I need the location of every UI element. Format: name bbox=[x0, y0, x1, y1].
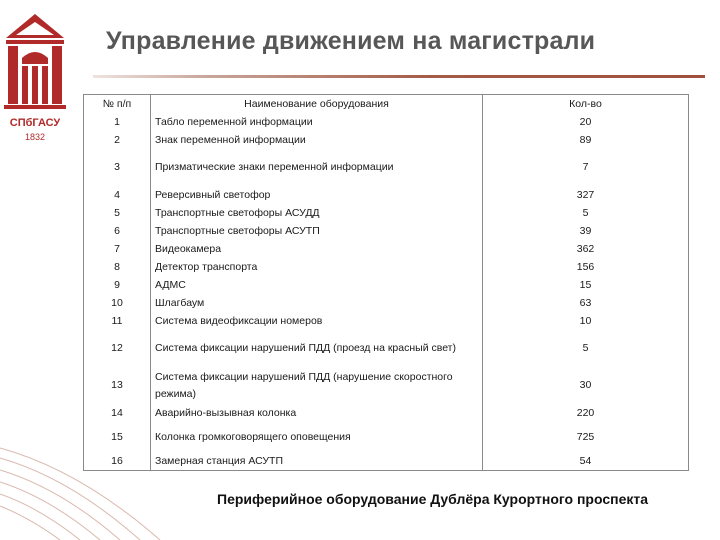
row-num: 14 bbox=[84, 404, 151, 422]
row-qty: 30 bbox=[483, 367, 689, 404]
row-num: 3 bbox=[84, 149, 151, 186]
row-name: Реверсивный светофор bbox=[151, 186, 483, 204]
row-num: 15 bbox=[84, 422, 151, 452]
header-name: Наименование оборудования bbox=[151, 95, 483, 114]
row-name: Шлагбаум bbox=[151, 294, 483, 312]
table-row bbox=[84, 131, 689, 149]
row-name: Замерная станция АСУТП bbox=[151, 452, 483, 471]
row-qty: 15 bbox=[483, 276, 689, 294]
table-row bbox=[84, 186, 689, 204]
building-icon bbox=[4, 14, 66, 109]
row-name: Система видеофиксации номеров bbox=[151, 312, 483, 330]
header-qty: Кол-во bbox=[483, 95, 689, 114]
row-name: АДМС bbox=[151, 276, 483, 294]
title-divider bbox=[93, 75, 705, 78]
row-num: 8 bbox=[84, 258, 151, 276]
row-name: Аварийно-вызывная колонка bbox=[151, 404, 483, 422]
row-qty: 63 bbox=[483, 294, 689, 312]
footer-caption: Периферийное оборудование Дублёра Курортного проспекта bbox=[217, 491, 649, 507]
row-name: Транспортные светофоры АСУДД bbox=[151, 204, 483, 222]
row-num: 1 bbox=[84, 113, 151, 131]
row-qty: 7 bbox=[483, 149, 689, 186]
row-name: Видеокамера bbox=[151, 240, 483, 258]
table-row bbox=[84, 204, 689, 222]
table-row bbox=[84, 149, 689, 186]
row-num: 4 bbox=[84, 186, 151, 204]
table-row bbox=[84, 240, 689, 258]
row-num: 9 bbox=[84, 276, 151, 294]
logo-year: 1832 bbox=[24, 132, 46, 142]
row-name: Знак переменной информации bbox=[151, 131, 483, 149]
row-num: 16 bbox=[84, 452, 151, 471]
row-qty: 39 bbox=[483, 222, 689, 240]
row-qty: 89 bbox=[483, 131, 689, 149]
row-num: 11 bbox=[84, 312, 151, 330]
row-num: 12 bbox=[84, 330, 151, 367]
row-qty: 20 bbox=[483, 113, 689, 131]
header-num: № п/п bbox=[84, 95, 151, 114]
table-row bbox=[84, 294, 689, 312]
table-row bbox=[84, 422, 689, 452]
row-num: 2 bbox=[84, 131, 151, 149]
row-name: Табло переменной информации bbox=[151, 113, 483, 131]
table-row bbox=[84, 258, 689, 276]
row-qty: 156 bbox=[483, 258, 689, 276]
table-row bbox=[84, 404, 689, 422]
table-row bbox=[84, 452, 689, 471]
row-qty: 10 bbox=[483, 312, 689, 330]
row-name: Детектор транспорта bbox=[151, 258, 483, 276]
row-qty: 5 bbox=[483, 204, 689, 222]
university-logo bbox=[2, 8, 68, 146]
row-qty: 725 bbox=[483, 422, 689, 452]
row-name: Система фиксации нарушений ПДД (нарушение скоростного режима) bbox=[151, 367, 483, 404]
page-title: Управление движением на магистрали bbox=[106, 27, 596, 55]
table-row bbox=[84, 222, 689, 240]
row-num: 5 bbox=[84, 204, 151, 222]
row-qty: 327 bbox=[483, 186, 689, 204]
table-row bbox=[84, 113, 689, 131]
equipment-table bbox=[83, 94, 689, 471]
row-num: 10 bbox=[84, 294, 151, 312]
row-num: 6 bbox=[84, 222, 151, 240]
row-qty: 54 bbox=[483, 452, 689, 471]
table-header-row bbox=[84, 95, 689, 114]
row-name: Транспортные светофоры АСУТП bbox=[151, 222, 483, 240]
row-num: 7 bbox=[84, 240, 151, 258]
table-row bbox=[84, 330, 689, 367]
table-row bbox=[84, 276, 689, 294]
row-num: 13 bbox=[84, 367, 151, 404]
row-name: Система фиксации нарушений ПДД (проезд на красный свет) bbox=[151, 330, 483, 367]
row-name: Призматические знаки переменной информации bbox=[151, 149, 483, 186]
row-qty: 362 bbox=[483, 240, 689, 258]
logo-name: СПбГАСУ bbox=[9, 117, 61, 129]
table-row bbox=[84, 312, 689, 330]
row-name: Колонка громкоговорящего оповещения bbox=[151, 422, 483, 452]
row-qty: 220 bbox=[483, 404, 689, 422]
table-row bbox=[84, 367, 689, 404]
row-qty: 5 bbox=[483, 330, 689, 367]
